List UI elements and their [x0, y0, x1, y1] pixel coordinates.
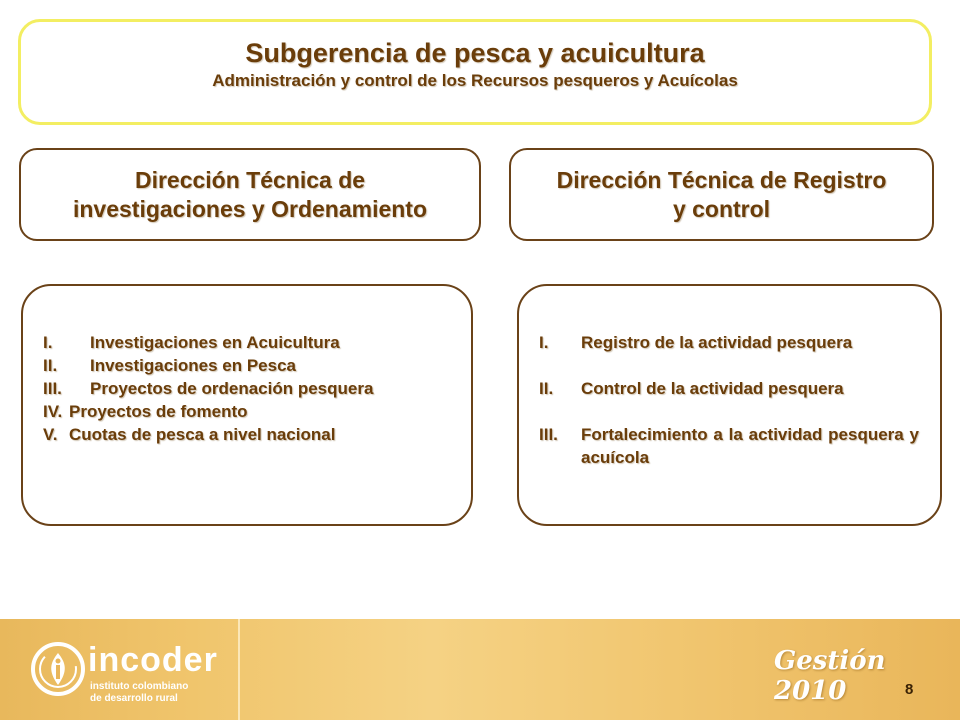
page-subtitle: Administración y control de los Recursos pesqueros y Acuícolas — [212, 71, 738, 90]
footer-divider — [238, 619, 240, 720]
right-heading-line2: y control — [672, 195, 771, 222]
list-item: II. Investigaciones en Pesca — [43, 356, 296, 375]
left-heading-line2: investigaciones y Ordenamiento — [72, 195, 428, 222]
title-box — [18, 19, 932, 125]
list-item: I. Investigaciones en Acuicultura — [43, 333, 340, 352]
left-list — [43, 331, 373, 446]
list-item: II. Control de la actividad pesquera — [539, 379, 844, 398]
right-heading-box — [509, 148, 934, 241]
list-item: V. Cuotas de pesca a nivel nacional — [43, 425, 336, 444]
list-item: IV. Proyectos de fomento — [43, 402, 248, 421]
left-list-box — [21, 284, 473, 526]
list-item: III. Fortalecimiento a la actividad pesquera y acuícola — [539, 425, 919, 467]
logo-subtitle: instituto colombiano de desarrollo rural — [90, 681, 189, 704]
gestion-label: Gestión 2010 — [774, 646, 886, 706]
list-item: III. Proyectos de ordenación pesquera — [43, 379, 374, 398]
right-list — [539, 331, 919, 469]
footer-banner — [0, 619, 960, 720]
incoder-logo-icon — [30, 641, 86, 697]
right-list-box — [517, 284, 942, 526]
right-heading-line1: Dirección Técnica de Registro — [556, 166, 887, 193]
left-heading-line1: Dirección Técnica de — [134, 166, 366, 193]
page-number: 8 — [905, 681, 914, 698]
page-title: Subgerencia de pesca y acuicultura — [245, 38, 705, 68]
list-item: I. Registro de la actividad pesquera — [539, 333, 853, 352]
left-heading-box — [19, 148, 481, 241]
logo-name: incoder — [88, 641, 218, 679]
